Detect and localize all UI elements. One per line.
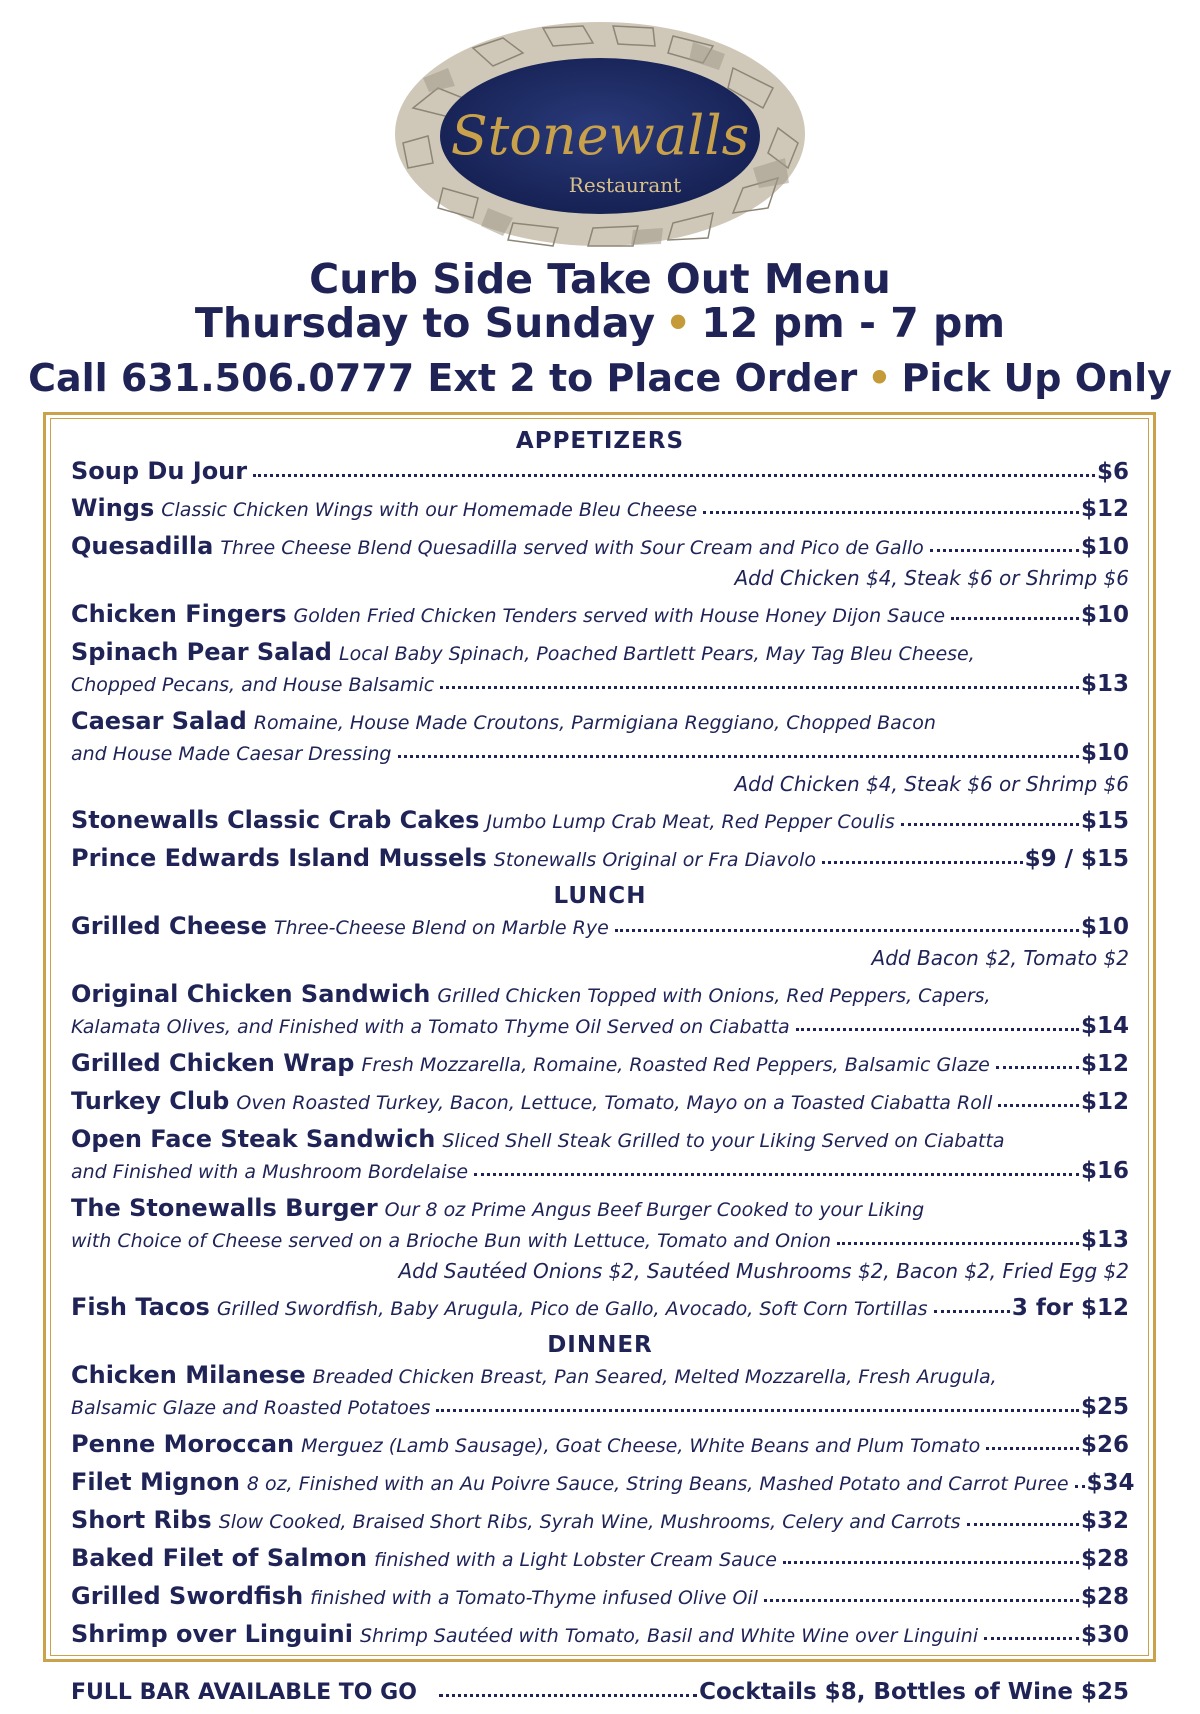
item-description-cont: and Finished with a Mushroom Bordelaise (71, 1161, 469, 1183)
menu-item (71, 1193, 1129, 1286)
bullet-separator: • (867, 356, 892, 400)
item-name: Penne Moroccan (71, 1430, 295, 1458)
item-name: Stonewalls Classic Crab Cakes (71, 806, 480, 834)
dot-leader (1075, 1485, 1085, 1488)
item-name: Grilled Chicken Wrap (71, 1049, 355, 1077)
item-description: 8 oz, Finished with an Au Poivre Sauce, String Beans, Mashed Potato and Carrot Puree (246, 1473, 1069, 1495)
dot-leader (783, 1561, 1079, 1564)
item-price: $32 (1080, 1508, 1129, 1534)
dot-leader (822, 861, 1023, 864)
hours-text: 12 pm - 7 pm (701, 299, 1006, 347)
menu-item (71, 706, 1129, 799)
item-price: $10 (1080, 602, 1129, 628)
dot-leader (796, 1028, 1079, 1031)
item-price: 3 for $12 (1011, 1295, 1129, 1321)
item-description-cont: with Choice of Cheese served on a Brioche Bun with Lettuce, Tomato and Onion (71, 1230, 832, 1252)
bullet-separator: • (665, 299, 692, 347)
dot-leader (951, 617, 1079, 620)
menu-item (71, 1086, 1129, 1118)
item-price: $13 (1080, 671, 1129, 697)
menu-item (71, 1048, 1129, 1080)
menu-item (71, 456, 1129, 487)
item-description: Grilled Chicken Topped with Onions, Red Peppers, Capers, (437, 985, 991, 1007)
item-name: Fish Tacos (71, 1293, 210, 1321)
bar-label: FULL BAR AVAILABLE TO GO (71, 1680, 417, 1705)
item-name: Short Ribs (71, 1506, 212, 1534)
item-price: $12 (1080, 1051, 1129, 1077)
item-name: Quesadilla (71, 532, 214, 560)
item-name: Chicken Fingers (71, 600, 287, 628)
section-title-lunch: LUNCH (553, 883, 647, 909)
item-description: Golden Fried Chicken Tenders served with House Honey Dijon Sauce (293, 605, 946, 627)
item-name: Shrimp over Linguini (71, 1620, 353, 1648)
item-description: Classic Chicken Wings with our Homemade Bleu Cheese (161, 499, 698, 521)
bar-price: Cocktails $8, Bottles of Wine $25 (699, 1679, 1129, 1705)
dot-leader (439, 1694, 697, 1697)
item-description: Our 8 oz Prime Angus Beef Burger Cooked to your Liking (384, 1199, 925, 1221)
section-title-appetizers: APPETIZERS (515, 428, 685, 454)
item-name: Soup Du Jour (71, 457, 248, 485)
dot-leader (986, 1447, 1079, 1450)
menu-item (71, 843, 1129, 875)
dot-leader (615, 929, 1079, 932)
item-addon: Add Sautéed Onions $2, Sautéed Mushrooms $2, Bacon $2, Fried Egg $2 (398, 1259, 1129, 1283)
item-description: finished with a Tomato-Thyme infused Olive Oil (310, 1587, 758, 1609)
item-description-cont: Chopped Pecans, and House Balsamic (71, 674, 435, 696)
item-price: $34 (1086, 1470, 1135, 1496)
menu-item (71, 1505, 1129, 1537)
menu-item (71, 493, 1129, 525)
menu-item (71, 1467, 1135, 1499)
dot-leader (901, 823, 1079, 826)
item-price: $6 (1096, 459, 1129, 485)
menu-item (71, 1292, 1129, 1324)
days-text: Thursday to Sunday (194, 299, 656, 347)
item-name: Grilled Cheese (71, 912, 267, 940)
item-price: $12 (1080, 496, 1129, 522)
item-description: Grilled Swordfish, Baby Arugula, Pico de Gallo, Avocado, Soft Corn Tortillas (216, 1298, 928, 1320)
dot-leader (930, 549, 1079, 552)
menu-item (71, 531, 1129, 593)
item-name: Filet Mignon (71, 1468, 240, 1496)
hours-line (0, 300, 1200, 346)
item-price: $12 (1080, 1089, 1129, 1115)
item-description: Fresh Mozzarella, Romaine, Roasted Red Peppers, Balsamic Glaze (361, 1054, 990, 1076)
dot-leader (474, 1173, 1079, 1176)
dot-leader (440, 686, 1079, 689)
dot-leader (703, 511, 1079, 514)
item-price: $14 (1080, 1013, 1129, 1039)
item-name: Turkey Club (71, 1087, 230, 1115)
menu-item (71, 1581, 1129, 1613)
item-description: Romaine, House Made Croutons, Parmigiana Reggiano, Chopped Bacon (253, 712, 936, 734)
item-description: Merguez (Lamb Sausage), Goat Cheese, White Beans and Plum Tomato (301, 1435, 981, 1457)
item-name: Grilled Swordfish (71, 1582, 304, 1610)
item-description: Stonewalls Original or Fra Diavolo (493, 849, 816, 871)
item-price: $28 (1080, 1546, 1129, 1572)
item-price: $10 (1080, 534, 1129, 560)
dot-leader (984, 1637, 1079, 1640)
menu-item (71, 637, 1129, 700)
menu-item (71, 979, 1129, 1042)
logo-subtitle-text: Restaurant (568, 173, 682, 197)
item-name: Spinach Pear Salad (71, 638, 332, 666)
dot-leader (436, 1409, 1079, 1412)
item-price: $25 (1080, 1394, 1129, 1420)
logo-brand-text: Stonewalls (450, 104, 750, 167)
item-description: Oven Roasted Turkey, Bacon, Lettuce, Tomato, Mayo on a Toasted Ciabatta Roll (236, 1092, 993, 1114)
dot-leader (996, 1066, 1079, 1069)
item-name: Baked Filet of Salmon (71, 1544, 368, 1572)
item-description-cont: Kalamata Olives, and Finished with a Tomato Thyme Oil Served on Ciabatta (71, 1016, 790, 1038)
menu-item (71, 1619, 1129, 1651)
item-price: $16 (1080, 1158, 1129, 1184)
item-description: Jumbo Lump Crab Meat, Red Pepper Coulis (486, 811, 895, 833)
menu-title: Curb Side Take Out Menu (309, 255, 891, 303)
menu-item (71, 1124, 1129, 1187)
menu-item (71, 1543, 1129, 1575)
item-description-cont: Balsamic Glaze and Roasted Potatoes (71, 1397, 431, 1419)
item-name: The Stonewalls Burger (71, 1194, 378, 1222)
dot-leader (967, 1523, 1079, 1526)
order-line (0, 356, 1200, 400)
menu-item (71, 805, 1129, 837)
full-bar-line (71, 1677, 1129, 1708)
item-description: Sliced Shell Steak Grilled to your Liking Served on Ciabatta (442, 1130, 1005, 1152)
pickup-text: Pick Up Only (901, 356, 1172, 400)
item-description: Shrimp Sautéed with Tomato, Basil and White Wine over Linguini (360, 1625, 979, 1647)
item-price: $13 (1080, 1227, 1129, 1253)
item-addon: Add Chicken $4, Steak $6 or Shrimp $6 (734, 566, 1129, 590)
item-description-cont: and House Made Caesar Dressing (71, 743, 392, 765)
item-addon: Add Bacon $2, Tomato $2 (871, 946, 1129, 970)
item-description: Breaded Chicken Breast, Pan Seared, Melted Mozzarella, Fresh Arugula, (312, 1366, 997, 1388)
item-name: Open Face Steak Sandwich (71, 1125, 436, 1153)
logo-graphic (393, 18, 807, 250)
dot-leader (398, 755, 1079, 758)
item-description: finished with a Light Lobster Cream Sauce (374, 1549, 777, 1571)
menu-item (71, 911, 1129, 973)
dot-leader (253, 474, 1095, 477)
dot-leader (934, 1310, 1010, 1313)
item-price: $10 (1080, 740, 1129, 766)
item-price: $15 (1080, 808, 1129, 834)
item-name: Prince Edwards Island Mussels (71, 844, 487, 872)
item-description: Three-Cheese Blend on Marble Rye (273, 917, 609, 939)
item-price: $28 (1080, 1584, 1129, 1610)
menu-item (71, 1429, 1129, 1461)
section-title-dinner: DINNER (547, 1332, 653, 1358)
dot-leader (998, 1104, 1079, 1107)
item-addon: Add Chicken $4, Steak $6 or Shrimp $6 (734, 772, 1129, 796)
menu-body (71, 426, 1135, 1714)
item-name: Caesar Salad (71, 707, 247, 735)
item-name: Wings (71, 494, 155, 522)
item-price: $26 (1080, 1432, 1129, 1458)
phone-text: Call 631.506.0777 Ext 2 to Place Order (28, 356, 858, 400)
menu-item (71, 599, 1129, 631)
item-name: Chicken Milanese (71, 1361, 306, 1389)
menu-item (71, 1360, 1129, 1423)
dot-leader (764, 1599, 1079, 1602)
item-description: Slow Cooked, Braised Short Ribs, Syrah Wine, Mushrooms, Celery and Carrots (218, 1511, 961, 1533)
item-name: Original Chicken Sandwich (71, 980, 431, 1008)
dot-leader (837, 1242, 1079, 1245)
item-price: $9 / $15 (1024, 846, 1129, 872)
item-description: Three Cheese Blend Quesadilla served with Sour Cream and Pico de Gallo (220, 537, 924, 559)
item-price: $10 (1080, 914, 1129, 940)
item-price: $30 (1080, 1622, 1129, 1648)
restaurant-logo (393, 18, 807, 250)
item-description: Local Baby Spinach, Poached Bartlett Pears, May Tag Bleu Cheese, (338, 643, 975, 665)
